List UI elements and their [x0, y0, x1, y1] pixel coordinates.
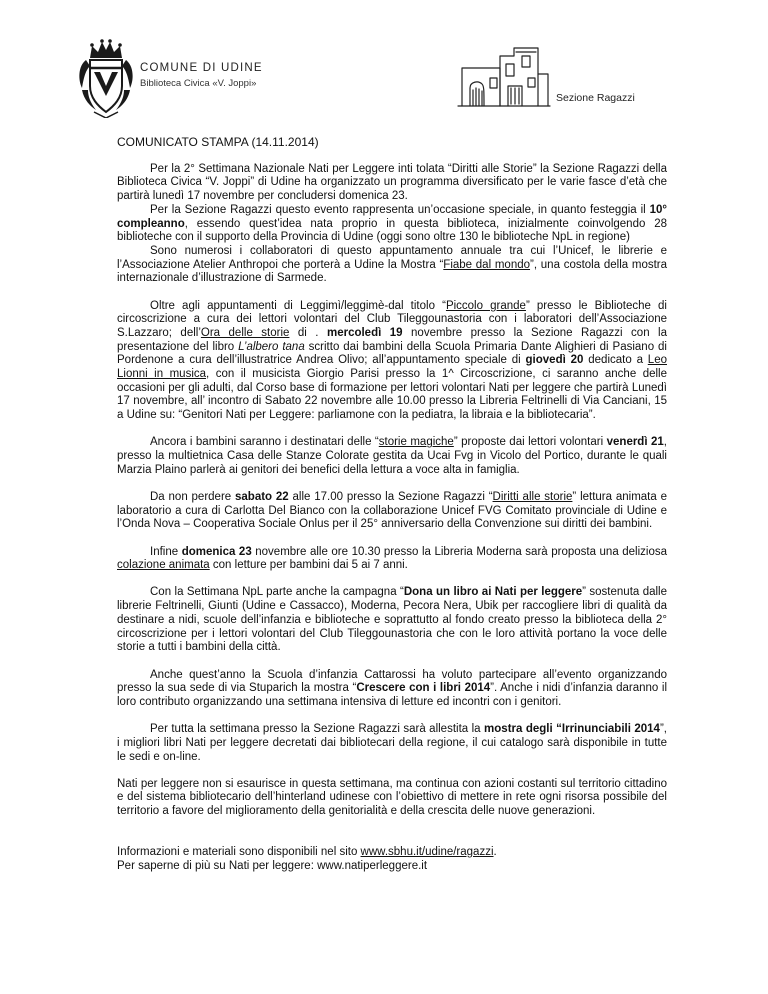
text-run: dedicato a	[583, 354, 648, 367]
underline-ora-delle-storie: Ora delle storie	[200, 326, 290, 339]
underline-leo-lionni: Leo Lionni in musica	[117, 354, 667, 381]
comune-title: COMUNE DI UDINE	[140, 62, 263, 74]
paragraph-domenica	[117, 546, 667, 573]
info-line-npl: Per saperne di più su Nati per leggere: www.natiperleggere.it	[117, 859, 428, 872]
text-run: novembre presso la Sezione Ragazzi con la presentazione del libro	[117, 326, 668, 353]
paragraph-collaboratori	[117, 245, 667, 286]
paragraph-appuntamenti	[117, 300, 667, 423]
info-block	[117, 846, 667, 873]
text-run: Con la Settimana NpL parte anche la campagna “	[150, 586, 404, 599]
link-fiabe-dal-mondo: Fiabe dal mondo	[443, 258, 531, 271]
bold-dona-un-libro: Dona un libro ai Nati per leggere	[403, 586, 583, 599]
text-run: Anche quest’anno la Scuola d’infanzia Cattarossi ha voluto partecipare all’evento organizzando presso la sua sede di via Stuparich la mostra “	[117, 668, 667, 695]
bold-10-compleanno: 10° compleanno	[117, 203, 667, 230]
text-run: Oltre agli appuntamenti di Leggimì/leggimè-dal titolo “	[150, 299, 446, 312]
text-run: Infine	[150, 545, 182, 558]
underline-diritti-alle-storie: Diritti alle storie	[492, 490, 573, 503]
sezione-ragazzi-label: Sezione Ragazzi	[556, 92, 635, 104]
text-run: con letture per bambini dai 5 ai 7 anni.	[209, 559, 408, 572]
underline-storie-magiche: storie magiche	[378, 436, 454, 449]
bold-crescere-con-i-libri: Crescere con i libri 2014	[356, 682, 491, 695]
paragraph-storie-magiche	[117, 436, 667, 477]
text-run: ” proposte dai lettori volontari	[453, 436, 607, 449]
paragraph-irrinunciabili	[117, 723, 667, 764]
text-run: Informazioni e materiali sono disponibili nel sito	[117, 845, 361, 858]
paragraph-intro	[117, 163, 667, 204]
text-run: , con il musicista Giorgio Parisi presso la 1^ Circoscrizione, ci saranno anche delle occasioni per gli adulti, dal Corso base di formazione per lettori volontari Nati per leggere che partirà Lunedì 17 novembre, all’ incontro di Sabato 22 novembre alle 10.00 presso la Libreria Feltrinelli di Via Canciani, 15 a Udine su: “Genitori Nati per Leggere: parliamone con la pediatra, la libraia e la bibliotecaria”.	[117, 368, 667, 422]
library-building-logo	[456, 44, 552, 108]
press-release-body	[117, 136, 667, 873]
text-run: ”. Anche i nidi d’infanzia daranno il loro contributo organizzando una settimana intensiva di letture ed incontri con i genitori.	[117, 682, 667, 708]
link-sbhu-ragazzi[interactable]: www.sbhu.it/udine/ragazzi	[360, 845, 494, 858]
text-run: Per tutta la settimana presso la Sezione Ragazzi sarà allestita la	[150, 723, 485, 736]
bold-venerdi-21: venerdì 21	[606, 436, 664, 449]
text-run: alle 17.00 presso la Sezione Ragazzi “	[288, 490, 493, 503]
italic-albero-tana: L’albero tana	[238, 340, 305, 353]
bold-giovedi-20: giovedì 20	[525, 354, 584, 367]
bold-irrinunciabili: mostra degli “Irrinunciabili 2014	[484, 723, 660, 736]
text-run: ”, una costola della mostra internazionale d’illustrazione di Sarmede.	[117, 258, 668, 285]
text-run: ” sostenuta dalle librerie Feltrinelli, Giunti (Udine e Cassacco), Moderna, Pecora Nera, Ubik per raccogliere libri di qualità da destinare a nidi, scuole dell’infanzia e biblioteche e soprattutto al fondo creato presso la biblioteca della 2° circoscrizione per i lettori volontari del Club Tileggounastoria che con le loro attività portano la voce delle storie a tutti i bambini della città.	[117, 586, 667, 654]
document-title: COMUNICATO STAMPA (14.11.2014)	[117, 135, 319, 149]
text-run: Per la Sezione Ragazzi questo evento rappresenta un’occasione speciale, in quanto festeggia il	[150, 203, 650, 216]
bold-mercoledi-19: mercoledì 19	[326, 326, 403, 339]
text-run: Ancora i bambini saranno i destinatari delle “	[150, 436, 379, 449]
underline-colazione-animata: colazione animata	[117, 559, 210, 572]
paragraph-compleanno	[117, 204, 667, 245]
paragraph-cattarossi	[117, 669, 667, 710]
text-run: ”, i migliori libri Nati per leggere decretati dai bibliotecari della regione, il cui catalogo sarà disponibile in tutte le sedi e on-line.	[117, 723, 667, 763]
text-run: di .	[289, 326, 327, 339]
biblioteca-name: Biblioteca Civica «V. Joppi»	[140, 78, 257, 89]
text-run: , essendo quest’idea nata proprio in questa biblioteca, inizialmente coinvolgendo 28 biblioteche con il supporto della Provincia di Udine (oggi sono oltre 130 le biblioteche NpL in regione)	[117, 217, 667, 244]
udine-crest-logo	[76, 36, 136, 118]
text-run: ” presso le Biblioteche di circoscrizione a cura dei lettori volontari del Club Tileggounastoria con i laboratori dell’Associazione S.Lazzaro; dell’	[117, 299, 667, 339]
underline-piccolo-grande: Piccolo grande	[445, 299, 526, 312]
paragraph-conclusione: Nati per leggere non si esaurisce in questa settimana, ma continua con azioni costanti sul territorio cittadino e del sistema bibliotecario dell’hinterland udinese con l’obiettivo di mettere in rete ogni risorsa possibile del territorio a favore del miglioramento della genitorialità e della crescita delle nuove generazioni.	[117, 777, 667, 818]
text-run: Per la 2° Settimana Nazionale Nati per Leggere inti tolata “Diritti alle Storie” la Sezione Ragazzi della Biblioteca Civica “V. Joppi” di Udine ha organizzato un programma diversificato per le varie fasce d’età che partirà lunedì 17 novembre per concludersi domenica 23.	[117, 162, 667, 203]
paragraph-sabato	[117, 491, 667, 532]
bold-sabato-22: sabato 22	[235, 490, 289, 503]
text-run: , presso la multietnica Casa delle Stanze Colorate gestita da Ucai Fvg in Vicolo del Portico, durante le quali Marzia Plaino parlerà ai genitori dei benefici della lettura a voce alta in famiglia.	[117, 436, 667, 476]
text-run: .	[493, 845, 497, 858]
text-run: scritto dai bambini della Scuola Primaria Dante Alighieri di Pasiano di Pordenone a cura dell’illustratrice Andrea Olivo; all’appuntamento speciale di	[117, 340, 667, 367]
paragraph-dona-un-libro	[117, 586, 667, 655]
text-run: Da non perdere	[150, 490, 235, 503]
bold-domenica-23: domenica 23	[181, 545, 252, 558]
info-line-sito	[117, 846, 667, 860]
text-run: Sono numerosi i collaboratori di questo appuntamento annuale tra cui l’Unicef, le librerie e l’Associazione Atelier Anthropoi che porterà a Udine la Mostra “	[117, 244, 667, 271]
text-run: novembre alle ore 10.30 presso la Libreria Moderna sarà proposta una deliziosa	[251, 545, 668, 558]
text-run: ” lettura animata e laboratorio a cura di Carlotta Del Bianco con la collaborazione Unicef FVG Comitato provinciale di Udine e l’Onda Nova – Cooperativa Sociale Onlus per il 25° anniversario della Convenzione sui diritti dei bambini.	[117, 490, 667, 531]
